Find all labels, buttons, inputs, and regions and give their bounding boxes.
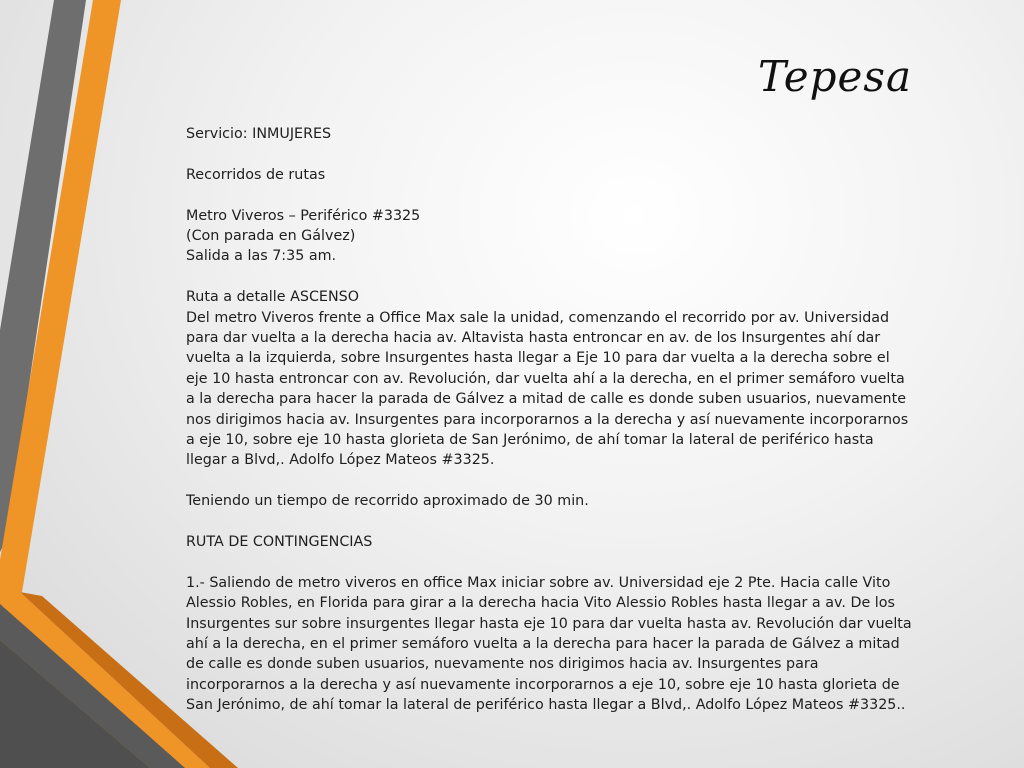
departure-time: Salida a las 7:35 am. <box>186 248 337 265</box>
detail-text: Del metro Viveros frente a Office Max sale la unidad, comenzando el recorrido por av. Universidad para dar vuelta a la derecha hacia av. Altavista hasta entroncar en av. de los Insurgentes ahí dar vuelta a la izquierda, sobre Insurgentes hasta llegar a Eje 10 para dar vuelta a la derecha sobre el eje 10 hasta entroncar con av. Revolución, dar vuelta ahí a la derecha, en el primer semáforo vuelta a la derecha para hacer la parada de Gálvez a mitad de calle es donde suben usuarios, nuevamente nos dirigimos hacia av. Insurgentes para incorporarnos a la derecha y así nuevamente incorporarnos a eje 10, sobre eje 10 hasta glorieta de San Jerónimo, de ahí tomar la lateral de periférico hasta llegar a Blvd,. Adolfo López Mateos #3325. <box>186 309 909 469</box>
contingency-heading: RUTA DE CONTINGENCIAS <box>186 534 373 551</box>
route-stop: (Con parada en Gálvez) <box>186 228 356 244</box>
routes-heading: Recorridos de rutas <box>186 166 326 183</box>
page-title: Tepesa <box>758 52 912 101</box>
detail-heading: Ruta a detalle ASCENSO <box>186 289 359 306</box>
route-name: Metro Viveros – Periférico #3325 <box>186 207 421 224</box>
service-line: Servicio: INMUJERES <box>186 126 332 142</box>
contingency-text: 1.- Saliendo de metro viveros en office Max iniciar sobre av. Universidad eje 2 Pte. Hacia calle Vito Alessio Robles, en Florida para girar a la derecha hacia Vito Alessio Robles hasta llegar a av. De los Insurgentes sur sobre insurgentes llegar hasta eje 10 para dar vuelta hasta av. Revolución dar vuelta ahí a la derecha, en el primer semáforo vuelta a la derecha para hacer la parada de Gálvez a mitad de calle es donde suben usuarios, nuevamente nos dirigimos hacia av. Insurgentes para incorporarnos a la derecha y así nuevamente incorporarnos a eje 10, sobre eje 10 hasta glorieta de San Jerónimo, de ahí tomar la lateral de periférico hasta llegar a Blvd,. Adolfo López Mateos #3325.. <box>186 574 912 714</box>
content-body <box>186 124 914 716</box>
travel-time: Teniendo un tiempo de recorrido aproximado de 30 min. <box>186 493 589 510</box>
